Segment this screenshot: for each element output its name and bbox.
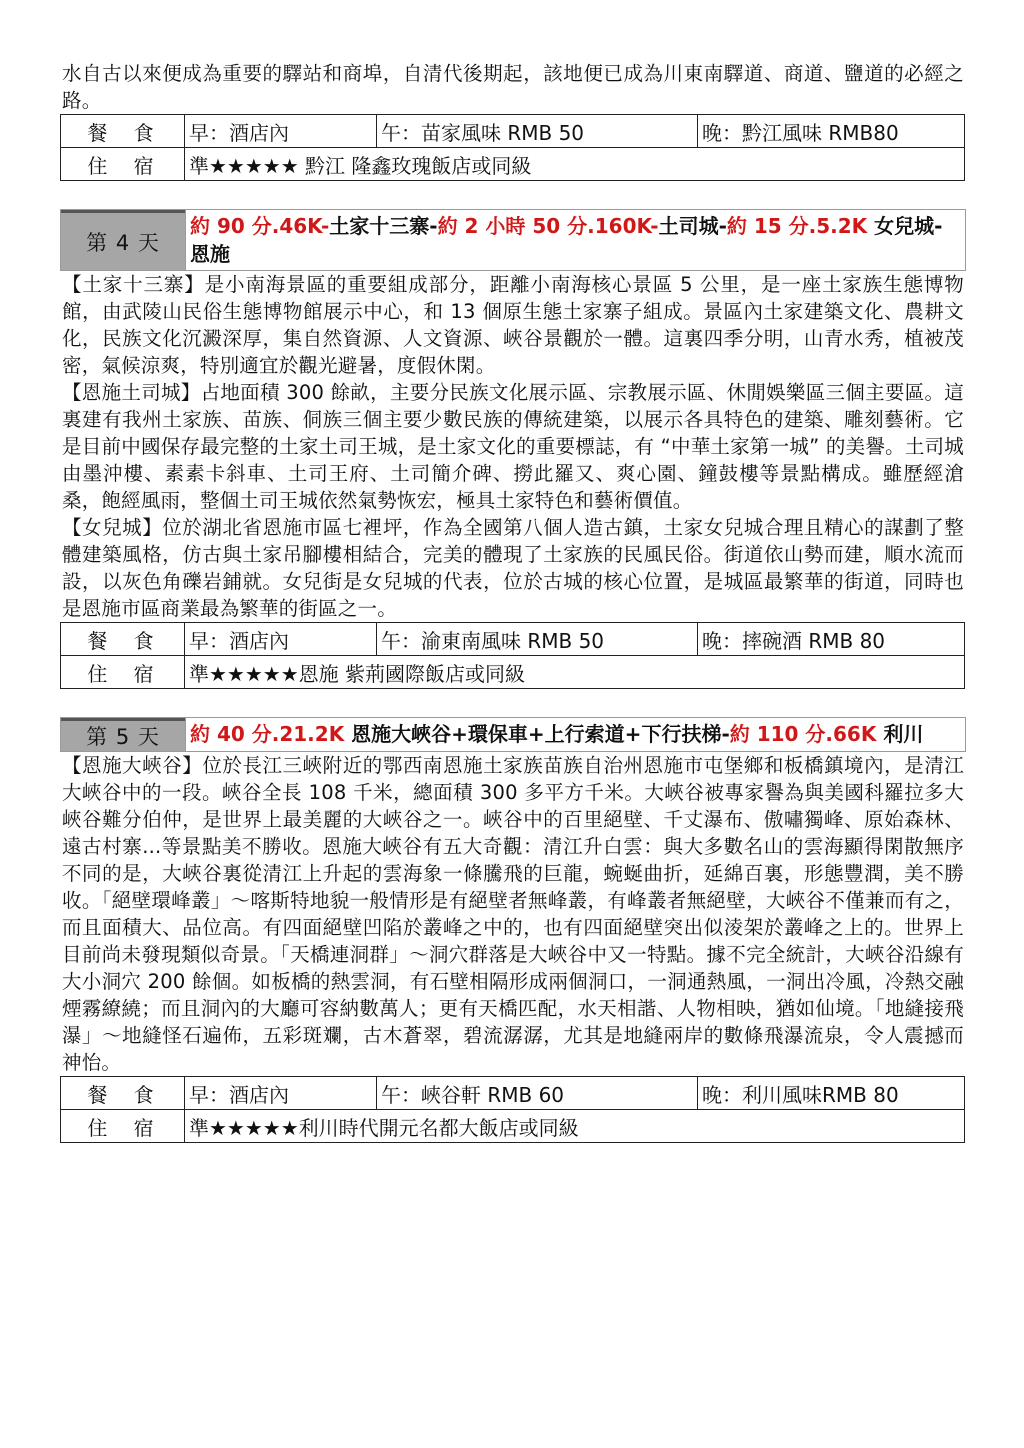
breakfast-cell: 早：酒店內 [185,115,377,148]
hotel-cell: 準★★★★★恩施 紫荊國際飯店或同級 [185,656,965,689]
lunch-cell: 午：峽谷軒 RMB 60 [377,1077,698,1110]
meals-label: 餐 食 [61,623,185,656]
day5-meals-row [61,1077,965,1110]
breakfast-cell: 早：酒店內 [185,1077,377,1110]
day5-title-part: 恩施大峽谷+環保車+上行索道+下行扶梯- [351,722,730,746]
day4-header [60,209,966,271]
hotel-cell: 準★★★★★ 黔江 隆鑫玫瑰飯店或同級 [185,148,965,181]
day3-hotel-row [61,148,965,181]
day5-paragraph-canyon: 【恩施大峽谷】位於長江三峽附近的鄂西南恩施土家族苗族自治州恩施市屯堡鄉和板橋鎮境內，是清江大峽谷中的一段。峽谷全長 108 千米，總面積 300 多平方千米。大峽谷被專家譽為與美國科羅拉多大峽谷難分伯仲，是世界上最美麗的大峽谷之一。峽谷中的百里絕壁、千丈瀑布、傲嘯獨峰、原始森林、遠古村寨...等景點美不勝收。恩施大峽谷有五大奇觀：清江升白雲：與大多數名山的雲海顯得閑散無序不同的是，大峽谷裏從清江上升起的雲海象一條騰飛的巨龍，蜿蜒曲折，延綿百裏，形態豐潤，美不勝收。「絕壁環峰叢」～喀斯特地貌一般情形是有絕壁者無峰叢，有峰叢者無絕壁，大峽谷不僅兼而有之，而且面積大、品位高。有四面絕壁凹陷於叢峰之中的，也有四面絕壁突出似淩架於叢峰之上的。世界上目前尚未發現類似奇景。「天橋連洞群」～洞穴群落是大峽谷中又一特點。據不完全統計，大峽谷沿線有大小洞穴 200 餘個。如板橋的熱雲洞，有石壁相隔形成兩個洞口，一洞通熱風，一洞出冷風，冷熱交融煙霧繚繞；而且洞內的大廳可容納數萬人；更有天橋匹配，水天相諧、人物相映，猶如仙境。「地縫接飛瀑」～地縫怪石遍佈，五彩斑斕，古木蒼翠，碧流潺潺，尤其是地縫兩岸的數條飛瀑流泉，令人震撼而神怡。 [62,754,964,1074]
hotel-label: 住 宿 [61,1110,185,1143]
day4-title [185,210,965,270]
hotel-label: 住 宿 [61,148,185,181]
day5-header [60,717,966,752]
day5-label: 第 5 天 [61,718,185,751]
itinerary-page [62,60,964,1143]
day5-title-part: 約 40 分.21.2K [190,722,352,746]
day5-meal-hotel-table [60,1076,965,1143]
day4-meals-row [61,623,965,656]
day4-meal-hotel-table [60,622,965,689]
day4-paragraph-nvercheng: 【女兒城】位於湖北省恩施市區七裡坪，作為全國第八個人造古鎮，土家女兒城合理且精心的謀劃了整體建築風格，仿古與土家吊腳樓相結合，完美的體現了土家族的民風民俗。街道依山勢而建，順水流而設，以灰色角礫岩鋪就。女兒街是女兒城的代表，位於古城的核心位置，是城區最繁華的街道，同時也是恩施市區商業最為繁華的街區之一。 [62,516,964,620]
day4-title-part: 女兒城-恩施 [190,214,943,266]
day5-title-part: 利川 [883,722,924,746]
day4-title-part: 約 15 分.5.2K [726,214,875,238]
dinner-cell: 晚：摔碗酒 RMB 80 [698,623,965,656]
hotel-cell: 準★★★★★利川時代開元名都大飯店或同級 [185,1110,965,1143]
meals-label: 餐 食 [61,1077,185,1110]
day3-meals-row [61,115,965,148]
day3-meal-hotel-table [60,114,965,181]
day4-paragraph-tusi: 【恩施土司城】占地面積 300 餘畝，主要分民族文化展示區、宗教展示區、休閒娛樂區三個主要區。這裏建有我州土家族、苗族、侗族三個主要少數民族的傳統建築，以展示各具特色的建築、雕刻藝術。它是目前中國保存最完整的土家土司王城，是土家文化的重要標誌，有 “中華土家第一城” 的美譽。土司城由墨沖樓、素素卡斜車、土司王府、土司簡介碑、撈此羅又、爽心園、鐘鼓樓等景點構成。雖歷經滄桑，飽經風雨，整個土司王城依然氣勢恢宏，極具土家特色和藝術價值。 [62,381,964,512]
day4-title-part: 約 90 分.46K- [190,214,330,238]
day5-title [185,718,965,751]
dinner-cell: 晚：黔江風味 RMB80 [698,115,965,148]
dinner-cell: 晚：利川風味RMB 80 [698,1077,965,1110]
day4-paragraph-tujia: 【土家十三寨】是小南海景區的重要組成部分，距離小南海核心景區 5 公里，是一座土家族生態博物館，由武陵山民俗生態博物館展示中心，和 13 個原生態土家寨子組成。景區內土家建築文化、農耕文化，民族文化沉澱深厚，集自然資源、人文資源、峽谷景觀於一體。這裏四季分明，山青水秀，植被茂密，氣候涼爽，特別適宜於觀光避暑，度假休閑。 [62,273,964,377]
day4-title-part: 土司城- [658,214,727,238]
breakfast-cell: 早：酒店內 [185,623,377,656]
day4-label: 第 4 天 [61,210,185,270]
lunch-cell: 午：苗家風味 RMB 50 [377,115,698,148]
day4-title-part: 約 2 小時 50 分.160K- [437,214,659,238]
day4-title-part: 土家十三寨- [329,214,438,238]
day4-hotel-row [61,656,965,689]
day5-title-part: 約 110 分.66K [729,722,884,746]
hotel-label: 住 宿 [61,656,185,689]
lunch-cell: 午：渝東南風味 RMB 50 [377,623,698,656]
day5-hotel-row [61,1110,965,1143]
meals-label: 餐 食 [61,115,185,148]
intro-paragraph: 水自古以來便成為重要的驛站和商埠，自清代後期起，該地便已成為川東南驛道、商道、鹽道的必經之路。 [62,62,964,112]
